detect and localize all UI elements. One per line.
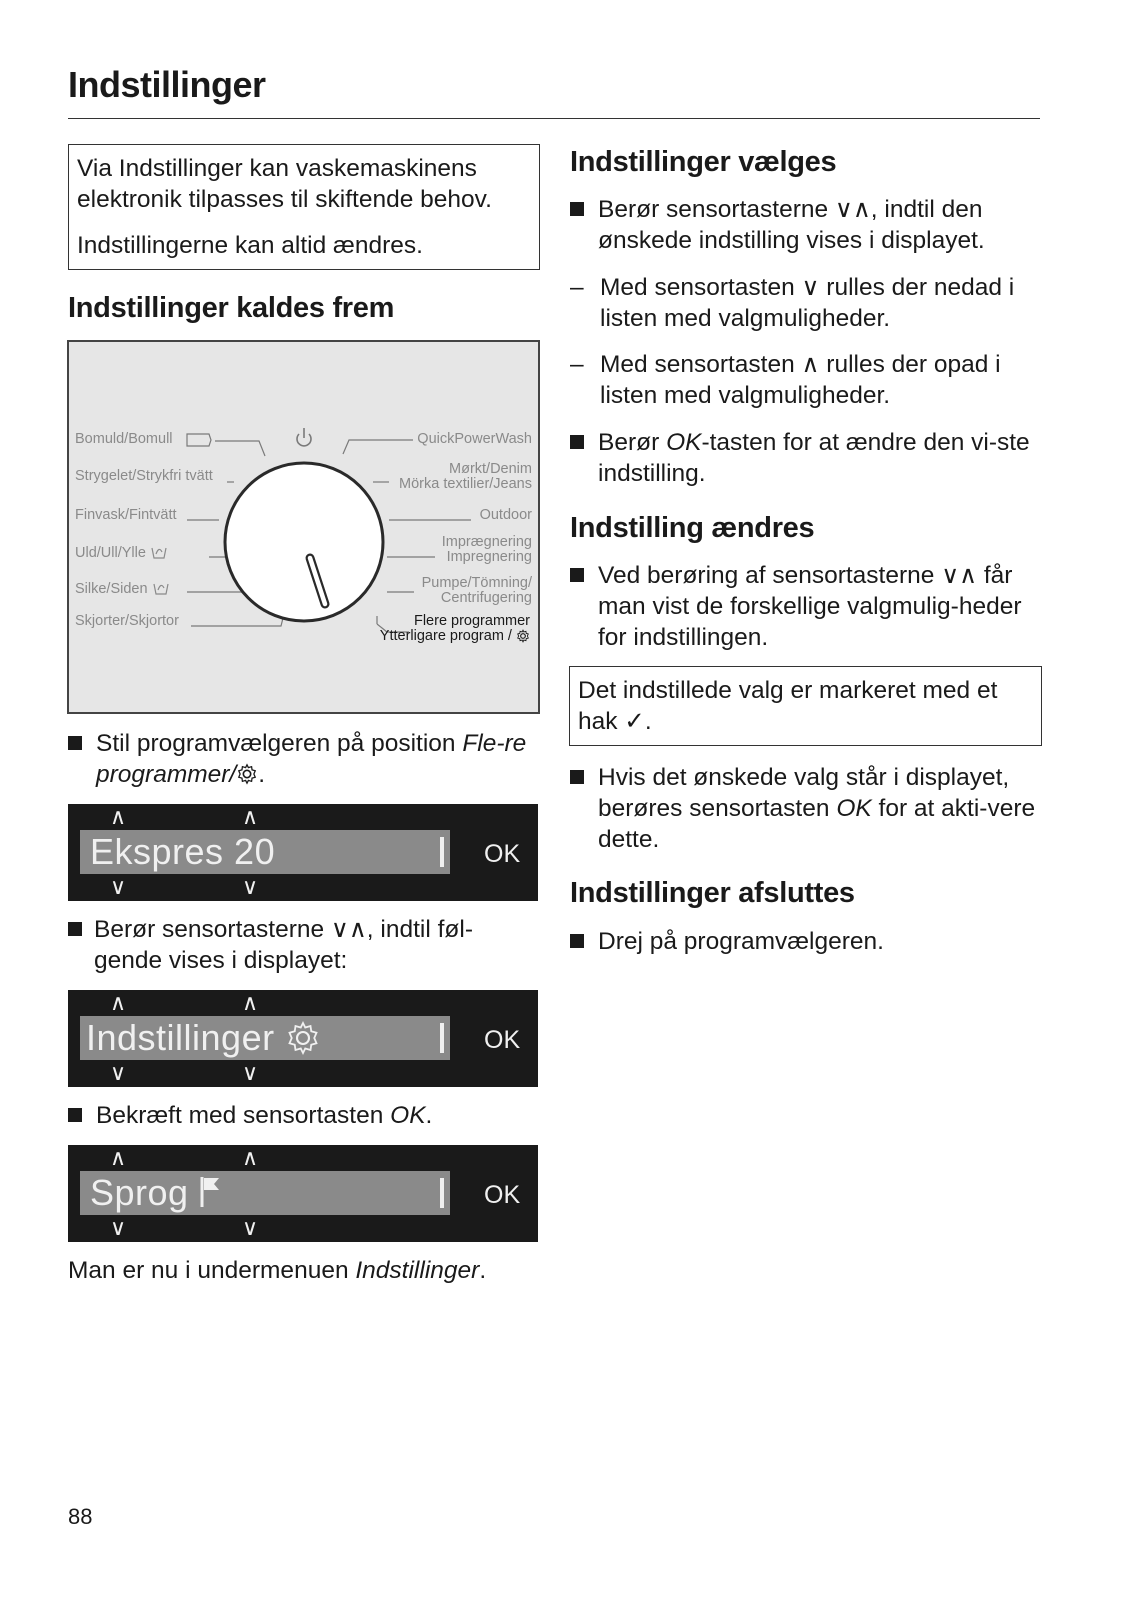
- display-text-row: [90, 1171, 223, 1215]
- scroll-indicator: [440, 1178, 444, 1208]
- bullet-square: [570, 770, 584, 784]
- display-text: Ekspres 20: [90, 831, 276, 872]
- label-strygelet: Strygelet/Strykfri tvätt: [75, 468, 213, 484]
- step3-end: .: [425, 1102, 433, 1129]
- down-arrow-icon[interactable]: ∨: [242, 874, 259, 899]
- display-ekspres: [68, 804, 538, 901]
- activate-emphasis: OK: [836, 795, 872, 822]
- display-indstillinger: [68, 990, 538, 1087]
- title-divider: [68, 118, 1040, 119]
- dash-marker: –: [570, 351, 584, 378]
- page-title: Indstillinger: [68, 64, 266, 105]
- gear-icon: [516, 629, 530, 643]
- change-bullet-text: Ved berøring af sensortasterne ∨∧ får man vist de forskellige valgmulig-heder for indstillingen.: [598, 562, 1022, 651]
- program-selector-panel: [67, 340, 540, 714]
- step-touch-sensors: Berør sensortasterne ∨∧, indtil føl-gende vises i displayet:: [94, 916, 473, 974]
- bullet-square: [570, 435, 584, 449]
- scroll-indicator: [440, 1023, 444, 1053]
- label-outdoor: Outdoor: [479, 507, 532, 523]
- up-arrow-icon[interactable]: ∧: [110, 990, 127, 1015]
- up-arrow-icon[interactable]: ∧: [110, 804, 127, 829]
- step1-end: .: [258, 761, 266, 788]
- power-icon: [297, 428, 311, 446]
- note-box: [569, 666, 1042, 746]
- dash-marker: –: [570, 274, 584, 301]
- label-flere-programmer: Flere programmer: [413, 613, 530, 629]
- ok-bullet-end: -tasten for at ændre den vi-ste indstilling.: [598, 429, 1030, 487]
- gear-icon: [285, 1020, 321, 1056]
- select-bullet: [570, 194, 1040, 256]
- display-text-row: [86, 1016, 321, 1060]
- end-bullet-text: Drej på programvælgeren.: [598, 928, 884, 955]
- bullet-square: [570, 202, 584, 216]
- dash-scroll-down-text: Med sensortasten ∨ rulles der nedad i listen med valgmuligheder.: [600, 274, 1015, 332]
- closing-end: .: [479, 1257, 487, 1284]
- hand-wash-icon: [152, 580, 170, 596]
- label-moerkt: Mørkt/Denim: [449, 461, 532, 477]
- dash-scroll-up-text: Med sensortasten ∧ rulles der opad i listen med valgmuligheder.: [600, 351, 1001, 409]
- bullet-square: [570, 568, 584, 582]
- ok-bullet-emphasis: OK: [666, 429, 702, 456]
- end-bullet: [570, 926, 1040, 957]
- label-skjorter: Skjorter/Skjortor: [75, 613, 179, 629]
- down-arrow-icon[interactable]: ∨: [242, 1215, 259, 1240]
- intro-box: [68, 144, 540, 270]
- scroll-indicator: [440, 837, 444, 867]
- step3-text: Bekræft med sensortasten: [96, 1102, 391, 1129]
- step-set-selector: [68, 728, 540, 790]
- note-text: Det indstillede valg er markeret med et hak ✓.: [578, 677, 998, 735]
- label-centrifugering: Centrifugering: [440, 590, 532, 606]
- label-silke-text: Silke/Siden: [75, 581, 148, 597]
- label-ytterligare: [380, 629, 530, 644]
- dial-knob: [225, 463, 383, 621]
- heading-select-settings: Indstillinger vælges: [570, 146, 837, 178]
- gear-icon: [236, 763, 258, 785]
- activate-bullet: [570, 762, 1045, 855]
- label-uld: [75, 544, 168, 561]
- ok-button[interactable]: OK: [484, 1026, 521, 1054]
- label-finvask: Finvask/Fintvätt: [75, 507, 177, 523]
- label-impraegnering: Imprægnering: [441, 534, 532, 550]
- closing-text-a: Man er nu i undermenuen: [68, 1257, 356, 1284]
- up-arrow-icon[interactable]: ∧: [242, 1145, 259, 1170]
- intro-text: Via Indstillinger kan vaskemaskinens elektronik tilpasses til skiftende behov.: [77, 155, 492, 213]
- label-quickpowerwash: QuickPowerWash: [417, 431, 532, 447]
- hand-wash-icon: [150, 544, 168, 560]
- ok-button[interactable]: OK: [484, 1181, 521, 1209]
- display-sprog: [68, 1145, 538, 1242]
- bullet-square: [68, 922, 82, 936]
- label-impregnering: Impregnering: [446, 549, 532, 565]
- ok-bullet-text: Berør: [598, 429, 667, 456]
- ok-button[interactable]: OK: [484, 840, 521, 868]
- activate-end: for at akti-vere dette.: [598, 795, 1036, 853]
- closing-emphasis: Indstillinger: [355, 1257, 480, 1284]
- closing-text: [68, 1255, 540, 1286]
- display-text: Indstillinger: [86, 1017, 275, 1058]
- change-bullet: [570, 560, 1040, 653]
- step1-text: Stil programvælgeren på position: [96, 730, 463, 757]
- heading-end-settings: Indstillinger afsluttes: [570, 877, 855, 909]
- step3-emphasis: OK: [390, 1102, 426, 1129]
- activate-text: Hvis det ønskede valg står i displayet, berøres sensortasten: [598, 764, 1010, 822]
- down-arrow-icon[interactable]: ∨: [110, 874, 127, 899]
- up-arrow-icon[interactable]: ∧: [242, 804, 259, 829]
- heading-call-settings: Indstillinger kaldes frem: [68, 292, 395, 324]
- label-uld-text: Uld/Ull/Ylle: [75, 545, 146, 561]
- bullet-square: [570, 934, 584, 948]
- ok-bullet: [570, 427, 1040, 489]
- up-arrow-icon[interactable]: ∧: [242, 990, 259, 1015]
- up-arrow-icon[interactable]: ∧: [110, 1145, 127, 1170]
- dial-graphics: [69, 342, 538, 712]
- label-moerka: Mörka textilier/Jeans: [399, 476, 532, 492]
- label-bomuld: Bomuld/Bomull: [75, 431, 173, 447]
- dash-scroll-up: [570, 349, 1040, 411]
- bullet-square: [68, 736, 82, 750]
- down-arrow-icon[interactable]: ∨: [110, 1215, 127, 1240]
- flag-icon: [199, 1175, 223, 1209]
- dash-scroll-down: [570, 272, 1040, 334]
- step1-emphasis: Fle-re programmer/: [96, 730, 527, 788]
- bullet-square: [68, 1108, 82, 1122]
- step-confirm-ok: [68, 1100, 540, 1131]
- label-ytterligare-text: Ytterligare program /: [379, 628, 512, 644]
- heading-change-setting: Indstilling ændres: [570, 512, 815, 544]
- label-silke: [75, 580, 170, 597]
- down-arrow-icon[interactable]: ∨: [110, 1060, 127, 1085]
- display-text: Sprog: [90, 1172, 189, 1213]
- select-bullet-text: Berør sensortasterne ∨∧, indtil den ønskede indstilling vises i displayet.: [598, 196, 985, 254]
- page-number: 88: [68, 1504, 93, 1529]
- down-arrow-icon[interactable]: ∨: [242, 1060, 259, 1085]
- intro-note: Indstillingerne kan altid ændres.: [77, 232, 423, 259]
- label-pumpe: Pumpe/Tömning/: [421, 575, 532, 591]
